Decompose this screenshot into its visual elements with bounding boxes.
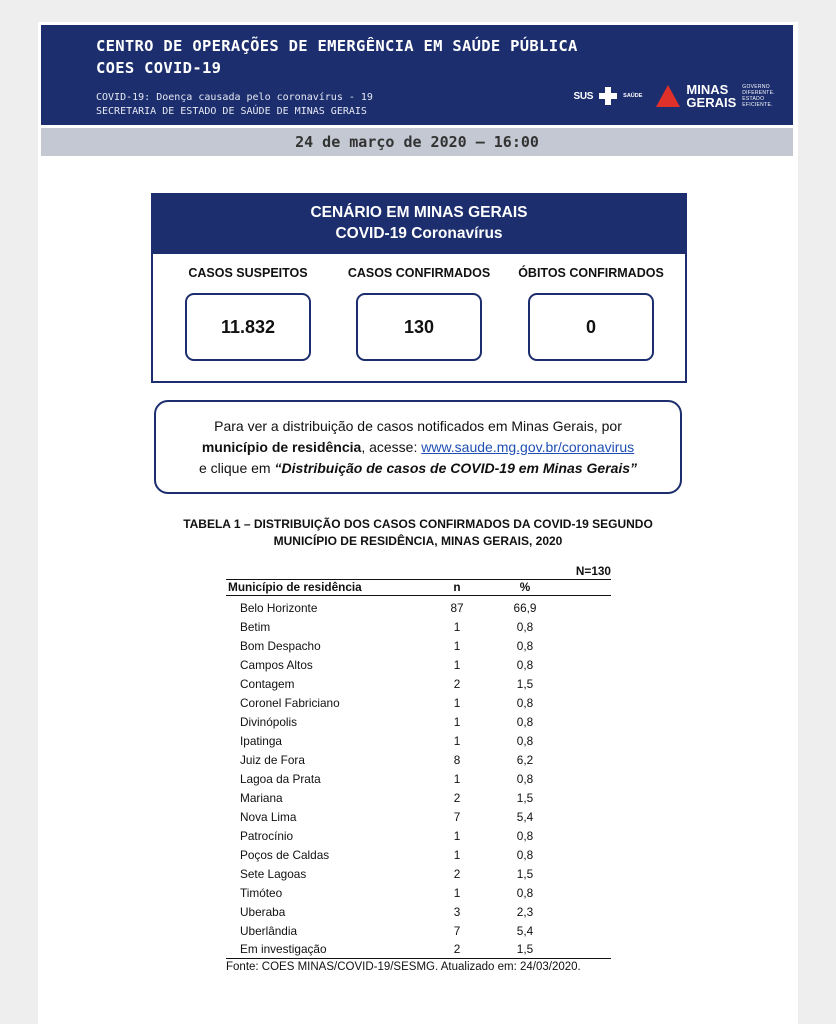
header-title-line2: COES COVID-19 (96, 59, 222, 77)
cell-municipality: Juiz de Fora (240, 753, 305, 767)
stat-value: 0 (528, 293, 654, 361)
table-row (226, 637, 611, 656)
cell-n: 2 (453, 791, 461, 805)
document-page (38, 22, 798, 1024)
minas-gerais-logo (686, 83, 736, 109)
cell-n: 2 (453, 867, 461, 881)
table-source: Fonte: COES MINAS/COVID-19/SESMG. Atualizado em: 24/03/2020. (226, 961, 581, 973)
cases-table (226, 563, 611, 974)
mg-tagline-2: DIFERENTE. (742, 90, 775, 96)
stat-suspected (165, 263, 331, 361)
cell-municipality: Uberaba (240, 905, 286, 919)
cell-percent: 6,2 (516, 753, 534, 767)
header-banner (41, 25, 793, 125)
cell-municipality: Poços de Caldas (240, 848, 330, 862)
cell-n: 1 (453, 848, 461, 862)
header-subtitle (96, 91, 373, 119)
cell-municipality: Mariana (240, 791, 283, 805)
table-row (226, 903, 611, 922)
mg-tagline-4: EFICIENTE. (742, 102, 773, 108)
table-row (226, 675, 611, 694)
info-bold-term: município de residência (201, 439, 362, 455)
cell-municipality: Belo Horizonte (240, 601, 318, 615)
info-line2 (156, 437, 680, 458)
table-row (226, 808, 611, 827)
table-title-line2: MUNICÍPIO DE RESIDÊNCIA, MINAS GERAIS, 2020 (273, 534, 563, 548)
stat-label: CASOS CONFIRMADOS (347, 266, 491, 280)
col-header-n: n (453, 580, 461, 594)
header-title (96, 35, 578, 79)
cell-municipality: Lagoa da Prata (240, 772, 321, 786)
header-subtitle-line2: SECRETARIA DE ESTADO DE SAÚDE DE MINAS GERAIS (96, 106, 367, 117)
col-header-percent: % (519, 580, 531, 594)
table-n-total: N=130 (575, 564, 611, 578)
cell-municipality: Divinópolis (240, 715, 298, 729)
health-cross-icon (599, 87, 617, 105)
cell-n: 1 (453, 696, 461, 710)
cell-municipality: Patrocínio (240, 829, 294, 843)
scenario-title: CENÁRIO EM MINAS GERAIS (310, 204, 528, 221)
stat-label: CASOS SUSPEITOS (188, 266, 308, 280)
table-row (226, 599, 611, 618)
saude-label: SAÚDE (623, 93, 643, 99)
cell-municipality: Em investigação (240, 942, 327, 956)
table-row (226, 713, 611, 732)
cell-municipality: Bom Despacho (240, 639, 321, 653)
cell-percent: 66,9 (513, 601, 537, 615)
info-line3-pre: e clique em (198, 460, 275, 476)
cell-percent: 0,8 (516, 620, 534, 634)
table-row (226, 789, 611, 808)
coronavirus-link[interactable]: www.saude.mg.gov.br/coronavirus (421, 439, 635, 455)
table-row (226, 846, 611, 865)
cell-percent: 1,5 (516, 942, 534, 956)
cell-percent: 0,8 (516, 734, 534, 748)
cell-n: 3 (453, 905, 461, 919)
cell-percent: 0,8 (516, 658, 534, 672)
table-row (226, 922, 611, 941)
scenario-header (153, 195, 685, 254)
cell-municipality: Nova Lima (240, 810, 297, 824)
info-line2-mid: , acesse: (361, 439, 422, 455)
cell-municipality: Sete Lagoas (240, 867, 307, 881)
cell-municipality: Contagem (240, 677, 295, 691)
cell-n: 1 (453, 829, 461, 843)
scenario-subtitle: COVID-19 Coronavírus (335, 225, 503, 242)
minas-gerais-triangle-icon (656, 85, 680, 107)
scenario-panel (151, 193, 687, 383)
cell-n: 1 (453, 715, 461, 729)
info-line3-emphasis: “Distribuição de casos de COVID-19 em Minas Gerais” (274, 460, 638, 476)
mg-tagline (742, 84, 775, 108)
cell-n: 87 (450, 601, 464, 615)
stat-label: ÓBITOS CONFIRMADOS (518, 266, 664, 280)
cell-percent: 0,8 (516, 772, 534, 786)
cell-percent: 0,8 (516, 886, 534, 900)
cell-n: 1 (453, 658, 461, 672)
table-title-line1: TABELA 1 – DISTRIBUIÇÃO DOS CASOS CONFIRMADOS DA COVID-19 SEGUNDO (183, 517, 653, 531)
info-box (154, 400, 682, 494)
cell-n: 8 (453, 753, 461, 767)
table-row (226, 770, 611, 789)
mg-logo-line2: GERAIS (686, 95, 737, 110)
info-line3 (156, 458, 680, 479)
stat-value: 130 (356, 293, 482, 361)
table-title (138, 516, 698, 550)
table-row (226, 656, 611, 675)
cell-municipality: Ipatinga (240, 734, 282, 748)
cell-n: 1 (453, 639, 461, 653)
mg-logo-line1: MINAS (686, 82, 729, 97)
cell-percent: 5,4 (516, 810, 534, 824)
cell-municipality: Timóteo (240, 886, 283, 900)
stat-confirmed (336, 263, 502, 361)
table-row (226, 865, 611, 884)
table-row (226, 941, 611, 959)
cell-percent: 5,4 (516, 924, 534, 938)
cell-n: 1 (453, 734, 461, 748)
header-subtitle-line1: COVID-19: Doença causada pelo coronavírus - 19 (96, 92, 373, 103)
sus-logo: SUS (573, 90, 594, 102)
table-row (226, 827, 611, 846)
stat-deaths (508, 263, 674, 361)
cell-n: 7 (453, 924, 461, 938)
cell-percent: 1,5 (516, 867, 534, 881)
date-bar: 24 de março de 2020 – 16:00 (41, 128, 793, 156)
cell-n: 7 (453, 810, 461, 824)
cell-n: 2 (453, 677, 461, 691)
logos (573, 83, 775, 109)
cell-n: 1 (453, 886, 461, 900)
cell-municipality: Campos Altos (240, 658, 313, 672)
cell-municipality: Uberlândia (240, 924, 298, 938)
cell-percent: 0,8 (516, 696, 534, 710)
cell-municipality: Coronel Fabriciano (240, 696, 340, 710)
cell-n: 1 (453, 620, 461, 634)
table-row (226, 732, 611, 751)
cell-percent: 0,8 (516, 639, 534, 653)
cell-percent: 1,5 (516, 677, 534, 691)
cell-municipality: Betim (240, 620, 271, 634)
cell-percent: 2,3 (516, 905, 534, 919)
cell-n: 2 (453, 942, 461, 956)
info-line1: Para ver a distribuição de casos notificados em Minas Gerais, por (214, 418, 622, 434)
table-header-row (226, 579, 611, 596)
table-row (226, 694, 611, 713)
cell-n: 1 (453, 772, 461, 786)
cell-percent: 1,5 (516, 791, 534, 805)
mg-tagline-1: GOVERNO (742, 84, 770, 90)
header-title-line1: CENTRO DE OPERAÇÕES DE EMERGÊNCIA EM SAÚDE PÚBLICA (96, 37, 578, 55)
col-header-municipality: Município de residência (228, 580, 362, 594)
stat-value: 11.832 (185, 293, 311, 361)
table-row (226, 618, 611, 637)
cell-percent: 0,8 (516, 829, 534, 843)
cell-percent: 0,8 (516, 715, 534, 729)
table-row (226, 884, 611, 903)
table-row (226, 751, 611, 770)
cell-percent: 0,8 (516, 848, 534, 862)
mg-tagline-3: ESTADO (742, 96, 765, 102)
table-body (226, 599, 611, 959)
